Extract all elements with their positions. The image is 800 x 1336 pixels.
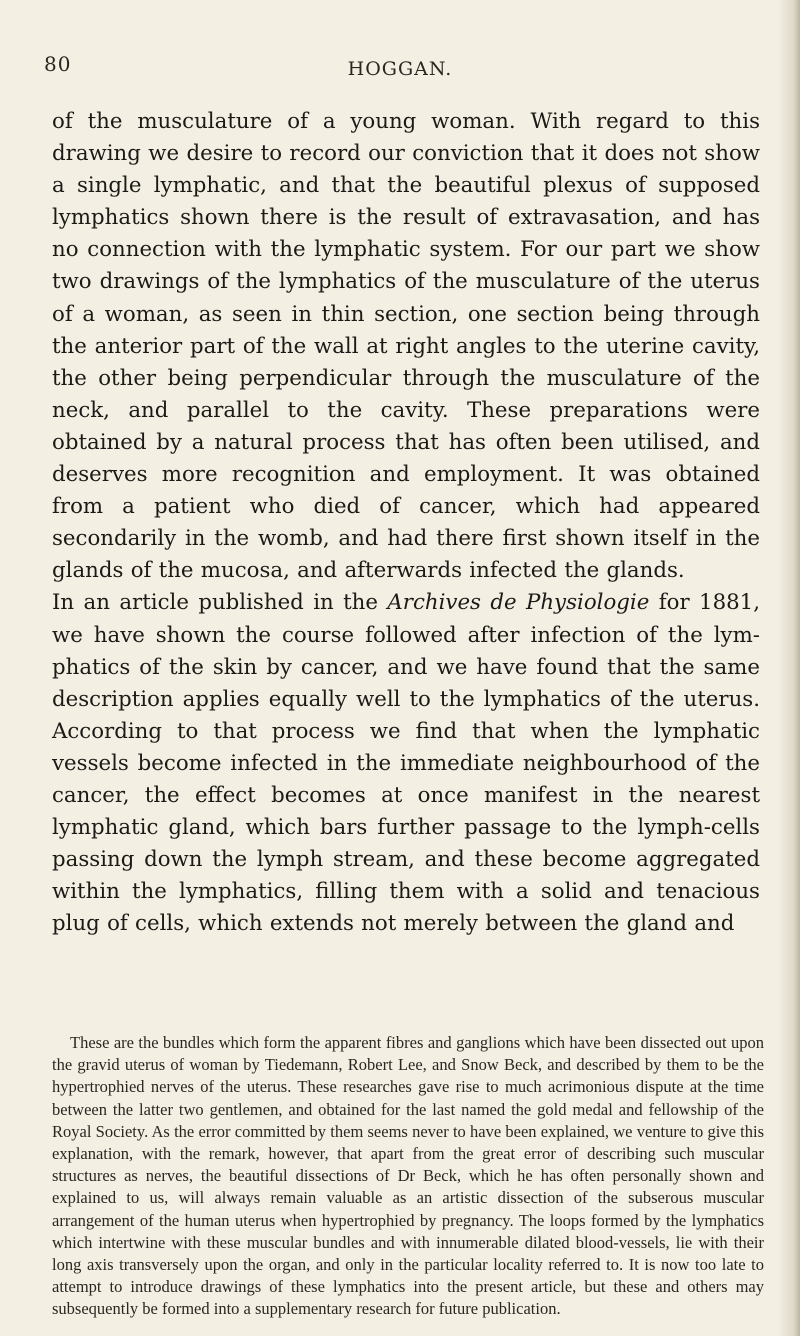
page-edge-shadow (778, 0, 800, 1336)
running-title: HOGGAN. (347, 58, 453, 80)
footnote-text: These are the bundles which form the apparent fibres and ganglions which have been dissected out upon the gravid uterus of woman by Tiedemann, Robert Lee, and Snow Beck, and described by them to be the hypertrophied nerves of the uterus. These researches gave rise to much acrimonious dispute at the time between the latter two gentlemen, and obtained for the last named the gold medal and fellowship of the Royal Society. As the error committed by them seems never to have been explained, we venture to give this explanation, with the remark, however, that apart from the great error of describing such muscular structures as nerves, the beautiful dissections of Dr Beck, which he has often personally shown and explained to us, will always remain valuable as an artistic dissection of the subserous muscular arrangement of the human uterus when hypertrophied by pregnancy. The loops formed by the lymphatics which intertwine with these muscular bundles and with innumerable dilated blood-vessels, lie with their long axis transversely upon the organ, and only in the particular locality referred to. It is now too late to attempt to introduce drawings of these lymphatics into the present article, but these and others may subsequently be formed into a supplementary research for future publication. (52, 1033, 764, 1319)
paragraph-2-start: In an article published in the (52, 590, 388, 616)
journal-title: Archives de Physiologie (387, 590, 650, 616)
main-text (52, 106, 760, 940)
paragraph-2-rest: for 1881, we have shown the course followed after infection of the lymphatics of the skin by cancer, and we have found that the same description applies equally well to the lymphatics of the uterus. According to that process we find that when the lymphatic vessels become infected in the immediate neighbourhood of the cancer, the effect becomes at once manifest in the nearest lymphatic gland, which bars further passage to the lymph-cells passing down the lymph stream, and these become aggregated within the lymphatics, filling them with a solid and tenacious plug of cells, which extends not merely between the gland and (52, 590, 760, 937)
page-number: 80 (44, 52, 72, 76)
footnote (52, 1032, 764, 1321)
paragraph-1: of the musculature of a young woman. With regard to this drawing we desire to record our conviction that it does not show a single lymphatic, and that the beautiful plexus of supposed lymphatics shown there is the result of extravasation, and has no connection with the lymphatic system. For our part we show two drawings of the lymphatics of the musculature of the uterus of a woman, as seen in thin section, one section being through the anterior part of the wall at right angles to the uterine cavity, the other being perpendicular through the musculature of the neck, and parallel to the cavity. These preparations were obtained by a natural process that has often been utilised, and deserves more recognition and employment. It was obtained from a patient who died of cancer, which had appeared secondarily in the womb, and had there first shown itself in the glands of the mucosa, and afterwards infected the glands. (52, 109, 760, 584)
